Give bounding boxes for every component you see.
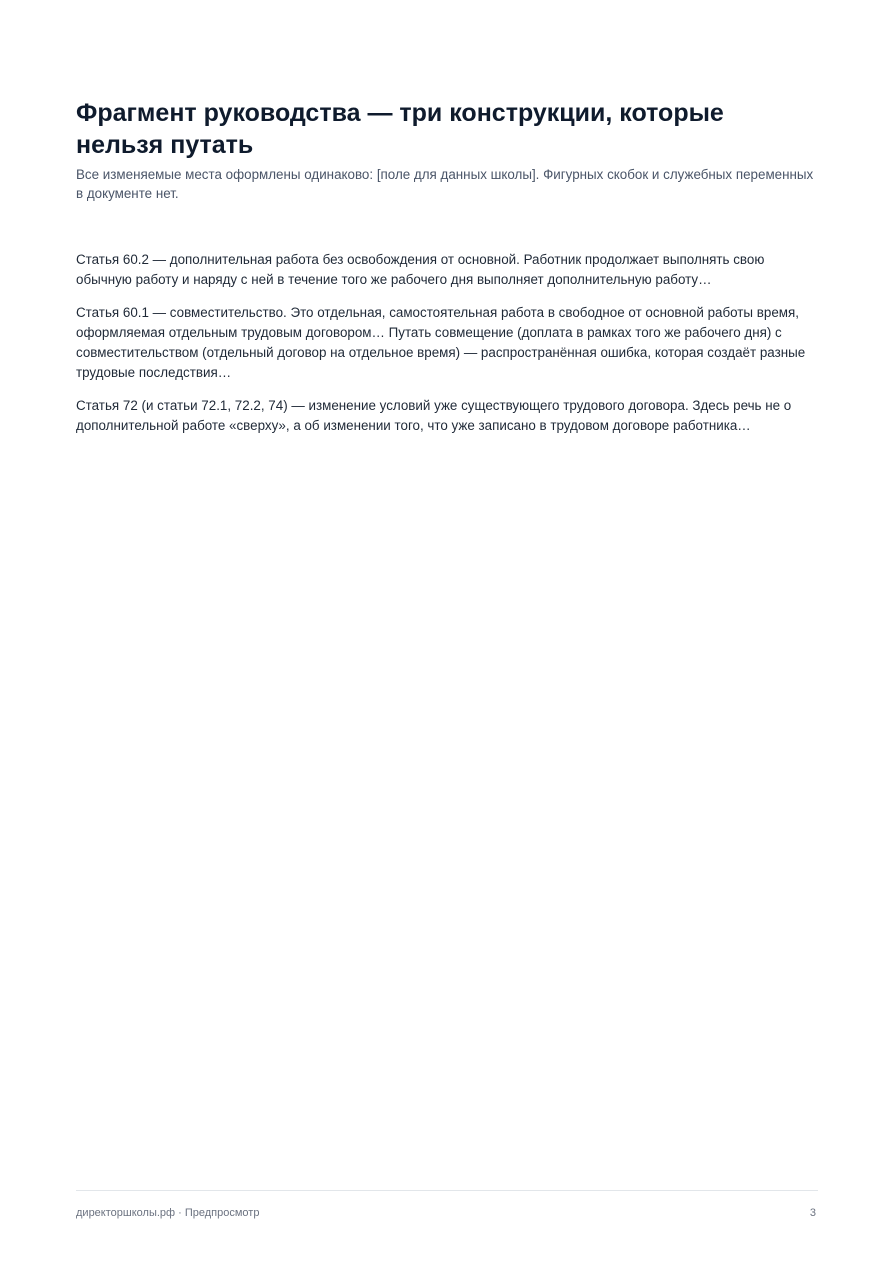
footer-site-label: директоршколы.рф · Предпросмотр [76, 1207, 260, 1219]
page-footer [76, 1190, 818, 1219]
page-title: Фрагмент руководства — три конструкции, которые нельзя путать [76, 99, 724, 159]
page-number: 3 [809, 1207, 816, 1219]
paragraph-article-60-1: Статья 60.1 — совместительство. Это отдельная, самостоятельная работа в свободное от основной работы время, оформляемая отдельным трудовым договором… Путать совмещение (доплата в рамках того же рабочего дня) с совместительством (отдельный договор на отдельное время) — распространённая ошибка, которая создаёт разные трудовые последствия… [76, 305, 806, 380]
paragraph-article-72: Статья 72 (и статьи 72.1, 72.2, 74) — изменение условий уже существующего трудового договора. Здесь речь не о дополнительной работе «сверху», а об изменении того, что уже записано в трудовом договоре работника… [76, 398, 792, 433]
document-header [76, 97, 818, 203]
paragraph-article-60-2: Статья 60.2 — дополнительная работа без освобождения от основной. Работник продолжает выполнять свою обычную работу и наряду с ней в течение того же рабочего дня выполняет дополнительную работу… [76, 252, 765, 287]
page-subtitle: Все изменяемые места оформлены одинаково: [поле для данных школы]. Фигурных скобок и служебных переменных в документе нет. [76, 167, 814, 201]
document-body [76, 250, 818, 449]
document-page [76, 0, 818, 1263]
